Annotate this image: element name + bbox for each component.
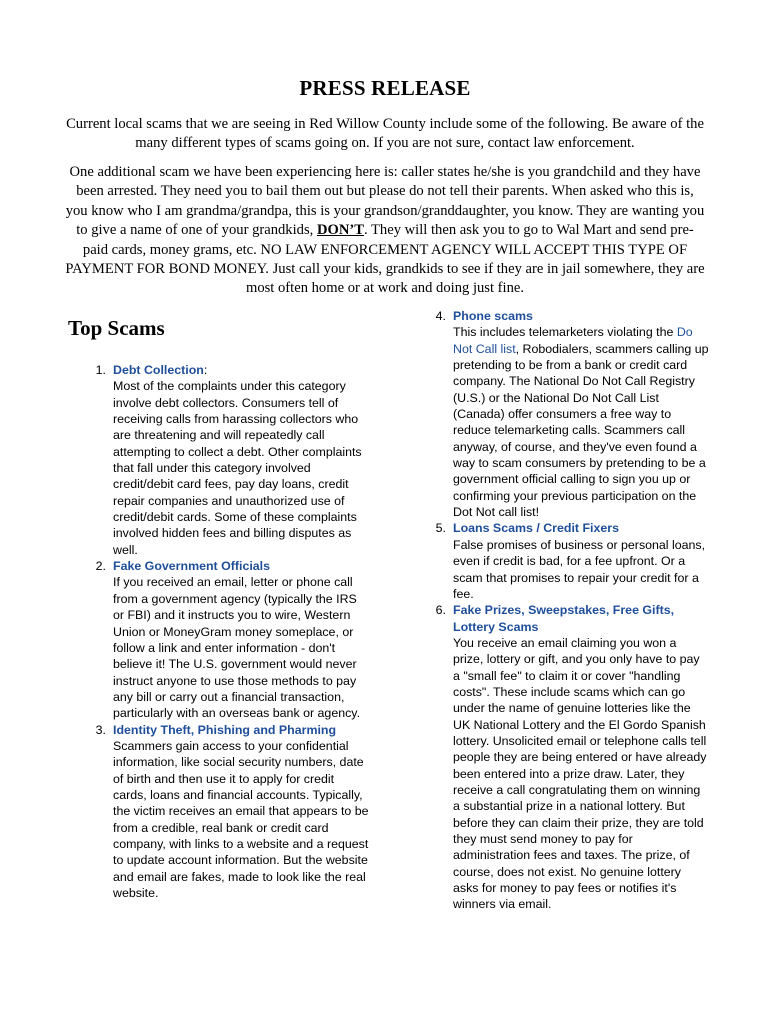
scam-description: Most of the complaints under this category involve debt collectors. Consumers tell of receiving calls from harassing collectors who are threatening and will repeatedly call attempting to collect a debt. Other complaints that fall under this category involved credit/debit card fees, pay day loans, credit repair companies and unauthorized use of credit/debit cards. Some of these complaints involved hidden fees and billing disputes as well. (113, 379, 362, 557)
scam-list-left-column (84, 362, 369, 901)
scam-item-fake-prizes (424, 602, 709, 913)
scam-description: If you received an email, letter or phone call from a government agency (typically the IRS or FBI) and it instructs you to wire, Western Union or MoneyGram money someplace, or follow a link and enter information - don't believe it! The U.S. government would never instruct anyone to use those methods to pay any bill or carry out a financial transaction, particularly with an overseas bank or agency. (113, 575, 361, 721)
do-not-call-list-link[interactable]: Do Not Call list (453, 325, 693, 356)
scam-number: 3. (95, 722, 106, 737)
grandparent-scam-text-start: One additional scam we have been experiencing here is: caller states he/she is you grandchild and they have been arrested. They need you to bail them out but please do not tell their parents. When asked who this is, you know who I am grandma/grandpa, this is your grandson/granddaughter, you know. They are wanting you to give a name of one of your grandkids, (65, 164, 705, 239)
grandparent-scam-paragraph (64, 163, 706, 299)
dont-emphasis: DON’T (316, 222, 364, 239)
scam-list-right-column (424, 308, 709, 913)
scam-heading-fake-prizes: Fake Prizes, Sweepstakes, Free Gifts, Lottery Scams (453, 603, 675, 634)
scam-description: Scammers gain access to your confidential information, like social security numbers, date of birth and then use it to apply for credit cards, loans and financial accounts. Typically, the victim receives an email that appears to be from a credible, real bank or credit card company, with links to a website and a request to update account information. But the website and email are fakes, made to look like the real website. (113, 738, 369, 900)
top-scams-heading: Top Scams (68, 316, 165, 340)
scam-heading-phone-scams: Phone scams (453, 309, 533, 323)
scam-item-phone-scams (424, 308, 709, 520)
scam-heading-loan-scams: Loans Scams / Credit Fixers (453, 521, 619, 536)
scam-number: 1. (95, 363, 106, 377)
phone-scam-text-start: This includes telemarketers violating the (453, 325, 677, 340)
intro-paragraph: Current local scams that we are seeing in Red Willow County include some of the following. Be aware of the many different types of scams going on. If you are not sure, contact law enforcement. (66, 116, 704, 152)
scam-number: 2. (95, 559, 106, 574)
scam-heading-fake-government-officials: Fake Government Officials (113, 559, 271, 574)
scam-number: 5. (435, 521, 446, 536)
scam-description: You receive an email claiming you won a prize, lottery or gift, and you only have to pay a "small fee" to claim it or cover "handling costs". These include scams which can go under the name of genuine lotteries like the UK National Lottery and the El Gordo Spanish lottery. Unsolicited email or telephone calls tell people they are being entered or have already been entered into a prize draw. Later, they receive a call congratulating them on winning a substantial prize in a national lottery. But before they can claim their prize, they are told they must send money to pay for administration fees and taxes. The prize, of course, does not exist. No genuine lottery asks for money to pay fees or notifies it's winners via email. (453, 635, 707, 912)
page-title: PRESS RELEASE (299, 76, 471, 100)
phone-scam-text-end: , Robodialers, scammers calling up pretending to be from a bank or credit card company. The National Do Not Call Registry (U.S.) or the National Do Not Call List (Canada) offer consumers a free way to reduce telemarketing calls. Scammers call anyway, of course, and they've even found a way to scam consumers by pretending to be a government official calling to sign you up or confirming your previous participation on the Dot Not call list! (453, 341, 709, 520)
scam-item-identity-theft (84, 722, 369, 902)
scam-description (453, 324, 709, 520)
scam-item-debt-collection (84, 362, 369, 558)
scam-description: False promises of business or personal loans, even if credit is bad, for a fee upfront. Or a scam that promises to repair your credit for a fee. (453, 537, 706, 601)
heading-colon: : (203, 363, 208, 377)
scam-heading-identity-theft: Identity Theft, Phishing and Pharming (113, 722, 337, 737)
scam-number: 6. (435, 603, 446, 618)
scam-item-loan-scams (424, 520, 709, 602)
scam-heading-debt-collection: Debt Collection (113, 363, 204, 377)
grandparent-scam-text-end: . They will then ask you to go to Wal Mart and send pre-paid cards, money grams, etc. NO LAW ENFORCEMENT AGENCY WILL ACCEPT THIS TYPE OF PAYMENT FOR BOND MONEY. Just call your kids, grandkids to see if they are in jail somewhere, they are most often home or at work and doing just fine. (65, 222, 705, 297)
scam-item-fake-government-officials (84, 558, 369, 721)
scam-number: 4. (435, 309, 446, 323)
